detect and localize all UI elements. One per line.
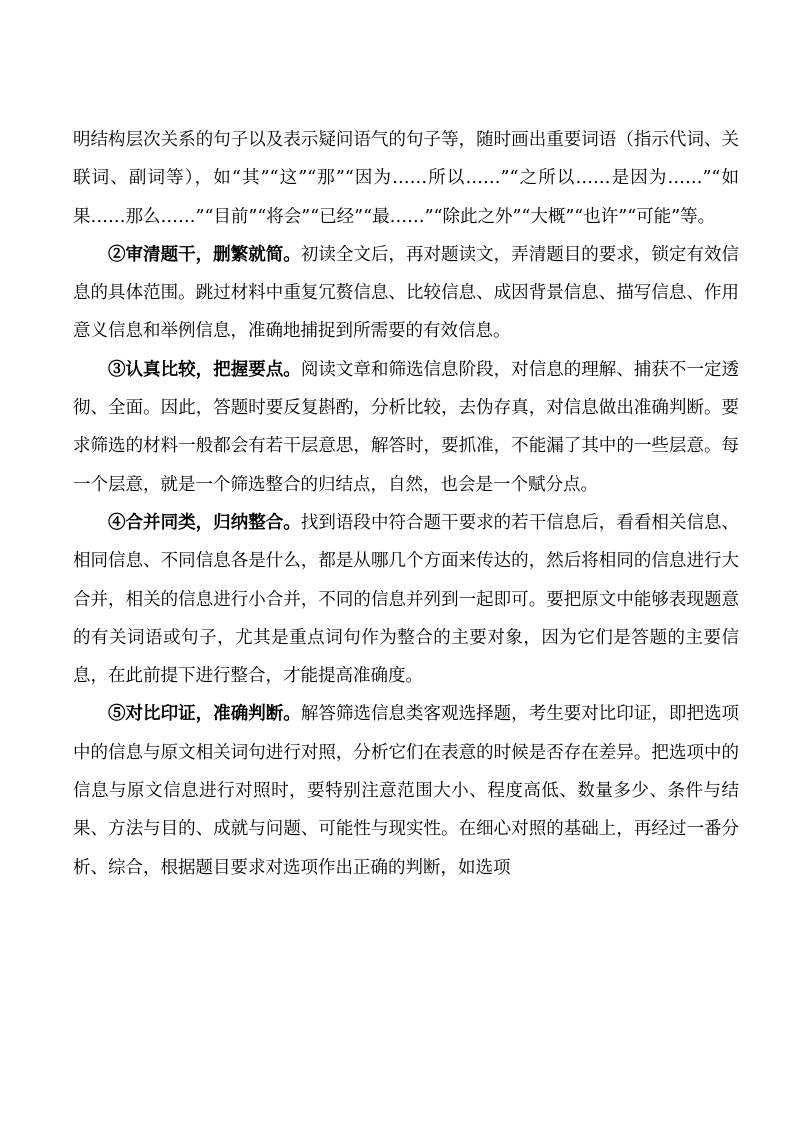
paragraph-continuation bbox=[73, 121, 739, 236]
paragraph-point-4 bbox=[73, 504, 739, 695]
paragraph-text: 明结构层次关系的句子以及表示疑问语气的句子等，随时画出重要词语（指示代词、关联词、副词等），如“其”“这”“那”“因为……所以……”“之所以……是因为……”“如果……那么……”“目前”“将会”“已经”“最……”“除此之外”“大概”“也许”“可能”等。 bbox=[73, 130, 739, 227]
paragraph-heading: ②审清题干，删繁就简。 bbox=[108, 244, 301, 265]
paragraph-point-5 bbox=[73, 695, 739, 886]
paragraph-heading: ④合并同类，归纳整合。 bbox=[108, 512, 301, 533]
paragraph-heading: ⑤对比印证，准确判断。 bbox=[108, 704, 301, 725]
paragraph-point-2 bbox=[73, 236, 739, 351]
paragraph-text: 初读全文后，再对题读文，弄清题目的要求，锁定有效信息的具体范围。跳过材料中重复冗赘信息、比较信息、成因背景信息、描写信息、作用意义信息和举例信息，准确地捕捉到所需要的有效信息。 bbox=[73, 244, 740, 342]
paragraph-text: 找到语段中符合题干要求的若干信息后，看看相关信息、相同信息、不同信息各是什么，都是从哪几个方面来传达的，然后将相同的信息进行大合并，相关的信息进行小合并，不同的信息并列到一起即可。要把原文中能够表现题意的有关词语或句子，尤其是重点词句作为整合的主要对象，因为它们是答题的主要信息，在此前提下进行整合，才能提高准确度。 bbox=[73, 512, 740, 687]
paragraph-point-3 bbox=[73, 351, 739, 504]
paragraph-text: 阅读文章和筛选信息阶段，对信息的理解、捕获不一定透彻、全面。因此，答题时要反复斟酌，分析比较，去伪存真，对信息做出准确判断。要求筛选的材料一般都会有若干层意思，解答时，要抓准，不能漏了其中的一些层意。每一个层意，就是一个筛选整合的归结点，自然，也会是一个赋分点。 bbox=[73, 359, 740, 495]
paragraph-text: 解答筛选信息类客观选择题，考生要对比印证，即把选项中的信息与原文相关词句进行对照，分析它们在表意的时候是否存在差异。把选项中的信息与原文信息进行对照时，要特别注意范围大小、程度高低、数量多少、条件与结果、方法与目的、成就与问题、可能性与现实性。在细心对照的基础上，再经过一番分析、综合，根据题目要求对选项作出正确的判断，如选项 bbox=[73, 704, 740, 878]
document-body bbox=[73, 121, 739, 887]
paragraph-heading: ③认真比较，把握要点。 bbox=[108, 359, 301, 380]
